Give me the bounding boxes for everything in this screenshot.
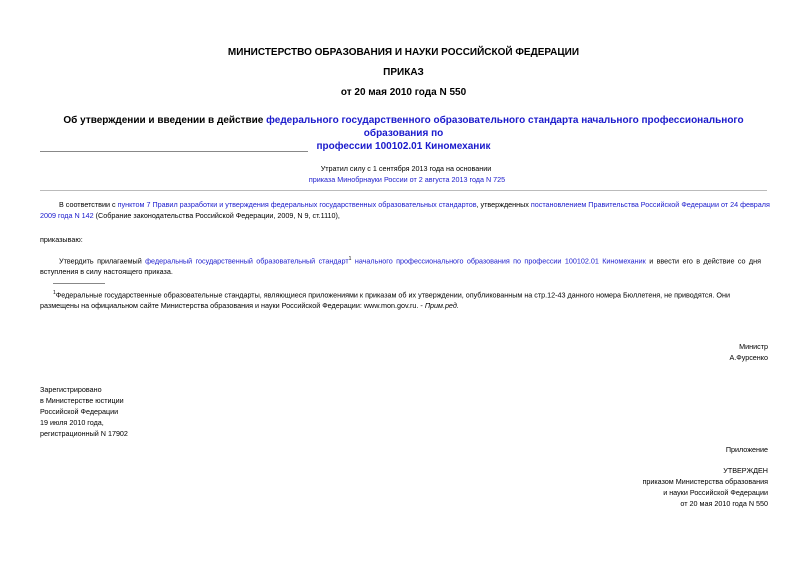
footnote-divider: [53, 283, 105, 284]
order-date-number: от 20 мая 2010 года N 550: [340, 87, 467, 98]
basis-text-3: , утвержденных: [476, 200, 531, 209]
basis-link-resolution[interactable]: постановлением Правительства Российской Федерации от 24 февраля: [530, 200, 770, 209]
approval-line: приказом Министерства образования: [642, 477, 768, 486]
title-prefix: Об утверждении и введении в действие: [63, 115, 267, 126]
approve-standard-link[interactable]: федеральный государственный образовательный стандарт: [145, 256, 349, 266]
signature-role: Министр: [739, 342, 768, 351]
basis-link-clause[interactable]: пунктом 7: [117, 200, 151, 209]
divider-full: [40, 190, 767, 191]
footnote-ref[interactable]: 1: [348, 256, 352, 262]
registration-line: регистрационный N 17902: [40, 429, 128, 438]
approve-text-2: и ввести его в действие со дня: [645, 256, 761, 266]
approve-line-2: вступления в силу настоящего приказа.: [40, 267, 173, 277]
appendix-label: Приложение: [725, 445, 768, 454]
status-line-1: Утратил силу с 1 сентября 2013 года на основании: [320, 164, 492, 173]
document-title: [40, 114, 767, 153]
basis-link-rules[interactable]: Правил разработки и утверждения федеральных государственных образовательных стандартов: [152, 200, 477, 209]
status-link[interactable]: приказа Минобрнауки России от 2 августа 2013 года N 725: [308, 175, 506, 184]
basis-text-1: В соответствии с: [59, 200, 118, 209]
registration-line: в Министерстве юстиции: [40, 396, 124, 405]
basis-text-4: (Собрание законодательства Российской Федерации, 2009, N 9, ст.1110),: [93, 211, 340, 220]
approve-text-1: Утвердить прилагаемый: [59, 256, 146, 266]
status-note: [0, 163, 807, 185]
footnote-editor-note: Прим.ред.: [424, 301, 459, 311]
signature-block: [729, 341, 768, 363]
title-profession-link[interactable]: профессии 100102.01 Киномеханик: [316, 141, 491, 152]
footnote-mark: 1: [53, 290, 56, 296]
order-word: приказываю:: [40, 235, 83, 244]
approval-block: [642, 465, 768, 509]
registration-line: 19 июля 2010 года,: [40, 418, 104, 427]
paragraph-approve: [40, 254, 768, 277]
footnote-line-2: размещены на официальном сайте Министерства образования и науки Российской Федерации: www.mon.gov.ru. -: [40, 301, 425, 311]
approval-line: и науки Российской Федерации: [663, 488, 768, 497]
paragraph-basis: [40, 199, 768, 221]
registration-block: [40, 384, 128, 439]
footnote-line-1: Федеральные государственные образовательные стандарты, являющиеся приложениями к приказам об их утверждении, опубликованным на стр.12-43 данного номера Бюллетеня, не приводятся. Они: [55, 290, 730, 300]
footnote: [40, 288, 768, 311]
signature-name: А.Фурсенко: [729, 353, 768, 362]
registration-line: Зарегистрировано: [40, 385, 102, 394]
approval-line: от 20 мая 2010 года N 550: [680, 499, 768, 508]
approved-heading: УТВЕРЖДЕН: [723, 466, 768, 475]
order-heading: ПРИКАЗ: [383, 67, 424, 78]
registration-line: Российской Федерации: [40, 407, 119, 416]
title-standard-link[interactable]: федерального государственного образовательного стандарта начального профессионального образования по: [266, 115, 744, 139]
divider-short: [40, 151, 308, 152]
approve-profession-link[interactable]: начального профессионального образования по профессии 100102.01 Киномеханик: [351, 256, 646, 266]
basis-link-resolution-year[interactable]: 2009 года N 142: [40, 211, 94, 220]
ministry-heading: МИНИСТЕРСТВО ОБРАЗОВАНИЯ И НАУКИ РОССИЙСКОЙ ФЕДЕРАЦИИ: [227, 47, 580, 58]
